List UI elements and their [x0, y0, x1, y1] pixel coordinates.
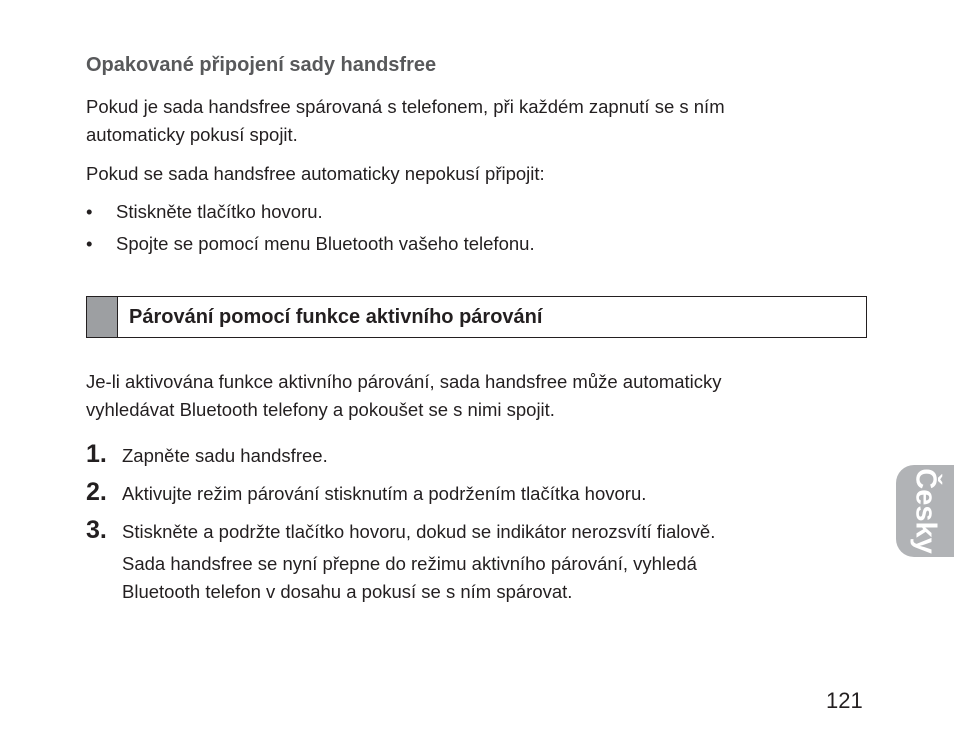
paragraph-line: Bluetooth telefon v dosahu a pokusí se s ním spárovat. — [122, 581, 573, 602]
section-title-box — [86, 296, 867, 338]
section-title: Párování pomocí funkce aktivního párování — [129, 306, 543, 328]
step-number: 3. — [86, 516, 107, 544]
paragraph-active-pairing-intro — [86, 368, 856, 424]
bullet-item — [86, 198, 323, 226]
step-continuation — [122, 550, 842, 606]
bullet-text: Stiskněte tlačítko hovoru. — [116, 201, 323, 222]
paragraph-line: vyhledávat Bluetooth telefony a pokoušet se s nimi spojit. — [86, 399, 555, 420]
paragraph-auto-reconnect — [86, 93, 856, 149]
paragraph-line: Pokud je sada handsfree spárovaná s telefonem, při každém zapnutí se s ním — [86, 96, 725, 117]
language-tab-label: Česky — [909, 468, 942, 554]
paragraph-line: Sada handsfree se nyní přepne do režimu aktivního párování, vyhledá — [122, 553, 697, 574]
bullet-item — [86, 230, 535, 258]
step-item — [86, 440, 328, 470]
paragraph-line: automaticky pokusí spojit. — [86, 124, 298, 145]
bullet-text: Spojte se pomocí menu Bluetooth vašeho telefonu. — [116, 233, 535, 254]
section-heading: Opakované připojení sady handsfree — [86, 54, 437, 76]
step-text: Zapněte sadu handsfree. — [122, 445, 328, 466]
step-number: 2. — [86, 478, 107, 506]
section-title-marker — [87, 297, 118, 337]
bullet-symbol: • — [86, 201, 93, 222]
page-number: 121 — [826, 688, 863, 713]
step-number: 1. — [86, 440, 107, 468]
step-text: Stiskněte a podržte tlačítko hovoru, dokud se indikátor nerozsvítí fialově. — [122, 521, 716, 542]
step-item — [86, 478, 646, 508]
step-item — [86, 516, 715, 546]
bullet-symbol: • — [86, 233, 93, 254]
paragraph-line: Je-li aktivována funkce aktivního párování, sada handsfree může automaticky — [86, 371, 722, 392]
paragraph-no-reconnect: Pokud se sada handsfree automaticky nepokusí připojit: — [86, 163, 545, 184]
step-text: Aktivujte režim párování stisknutím a podržením tlačítka hovoru. — [122, 483, 647, 504]
language-tab — [896, 465, 954, 557]
